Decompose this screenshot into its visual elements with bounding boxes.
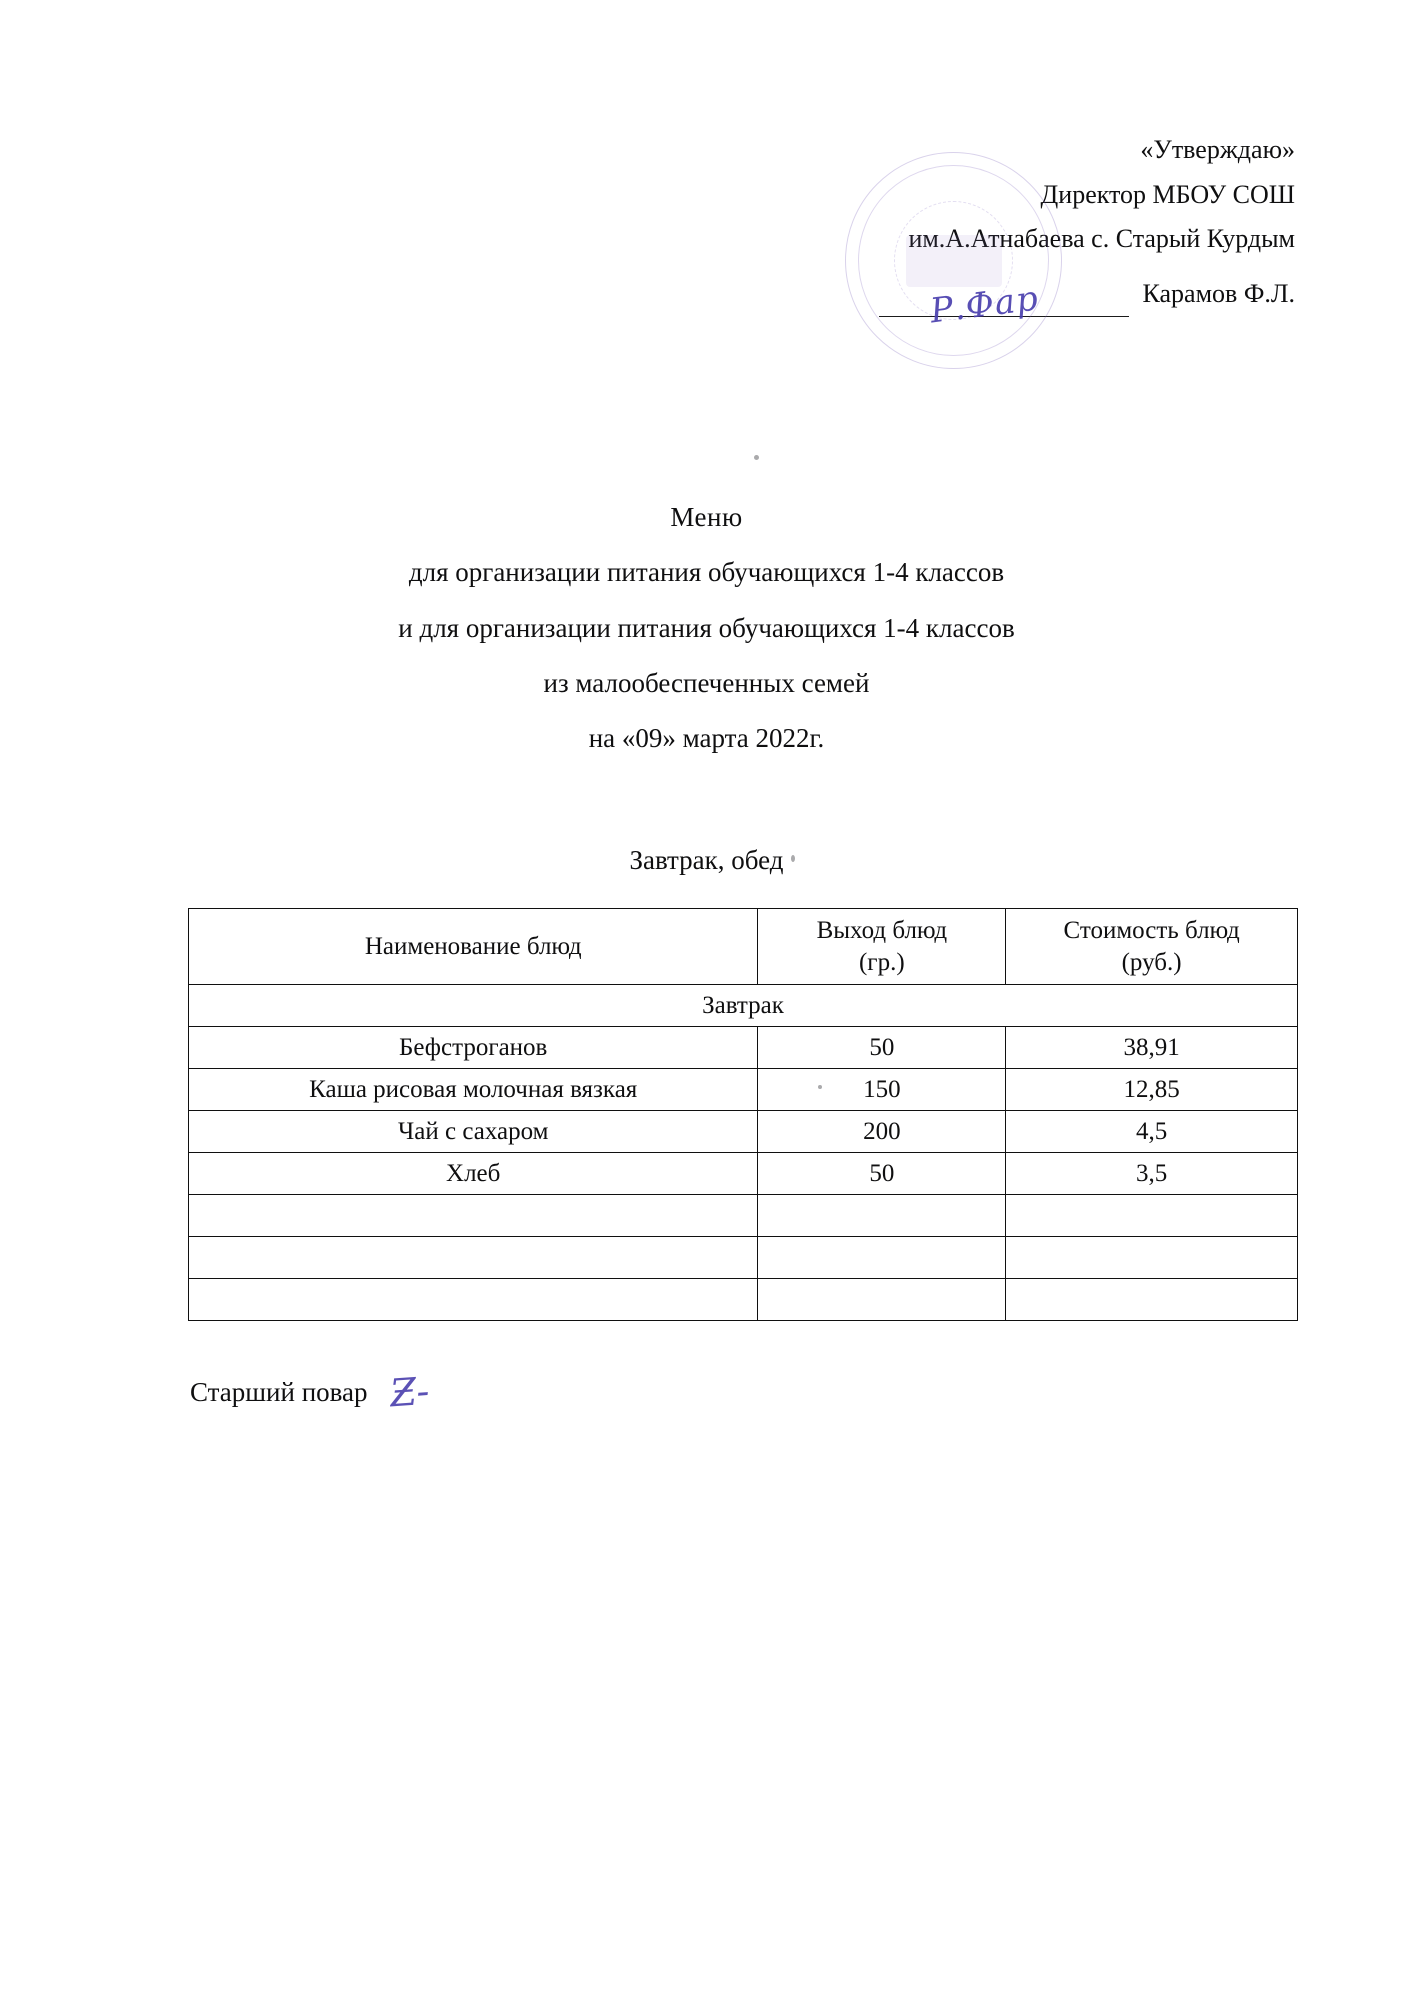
cell-cost: 4,5 bbox=[1006, 1111, 1298, 1153]
section-title: Завтрак bbox=[189, 985, 1298, 1027]
menu-table-wrapper bbox=[188, 908, 1298, 1321]
cell-cost: 38,91 bbox=[1006, 1027, 1298, 1069]
meal-label: Завтрак, обед bbox=[629, 845, 784, 875]
cell-portion bbox=[758, 1195, 1006, 1237]
footer-block bbox=[190, 1370, 429, 1414]
cell-cost bbox=[1006, 1279, 1298, 1321]
cell-portion: 50 bbox=[758, 1153, 1006, 1195]
approval-line-1: «Утверждаю» bbox=[1140, 135, 1295, 164]
table-section-row bbox=[189, 985, 1298, 1027]
title-date-line: на «09» марта 2022г. bbox=[588, 723, 825, 754]
table-header-row bbox=[189, 909, 1298, 985]
approval-line-3: им.А.Атнабаева с. Старый Курдым bbox=[908, 224, 1295, 254]
table-row bbox=[189, 1153, 1298, 1195]
cell-dish-name: Хлеб bbox=[189, 1153, 758, 1195]
cell-cost: 12,85 bbox=[1006, 1069, 1298, 1111]
cell-portion: 200 bbox=[758, 1111, 1006, 1153]
table-row-empty bbox=[189, 1195, 1298, 1237]
official-seal-stamp bbox=[845, 152, 1062, 369]
cook-label: Старший повар bbox=[190, 1376, 368, 1407]
cell-portion: 50 bbox=[758, 1027, 1006, 1069]
header-cost-top: Стоимость блюд bbox=[1063, 917, 1240, 945]
cell-cost bbox=[1006, 1237, 1298, 1279]
cell-cost bbox=[1006, 1195, 1298, 1237]
scan-speck bbox=[754, 455, 759, 460]
cell-dish-name: Каша рисовая молочная вязкая bbox=[189, 1069, 758, 1111]
cell-dish-name bbox=[189, 1237, 758, 1279]
table-row bbox=[189, 1111, 1298, 1153]
director-signature: Р.Фар bbox=[927, 278, 1041, 332]
cook-signature: Ƶ- bbox=[388, 1368, 431, 1416]
menu-table bbox=[188, 908, 1298, 1321]
cell-portion bbox=[758, 1279, 1006, 1321]
table-row bbox=[189, 1027, 1298, 1069]
approval-line-2: Директор МБОУ СОШ bbox=[1040, 179, 1295, 209]
cell-cost: 3,5 bbox=[1006, 1153, 1298, 1195]
table-row-empty bbox=[189, 1237, 1298, 1279]
header-cost bbox=[1006, 909, 1298, 985]
header-portion-top: Выход блюд bbox=[816, 917, 948, 945]
header-cost-bottom: (руб.) bbox=[1121, 948, 1182, 976]
page-title: Меню bbox=[670, 502, 743, 532]
table-row bbox=[189, 1069, 1298, 1111]
header-portion-bottom: (гр.) bbox=[858, 948, 905, 976]
seal-center-block bbox=[906, 235, 1002, 287]
cell-dish-name bbox=[189, 1195, 758, 1237]
signatory-name: Карамов Ф.Л. bbox=[1142, 279, 1295, 309]
cell-dish-name: Чай с сахаром bbox=[189, 1111, 758, 1153]
header-portion bbox=[758, 909, 1006, 985]
document-title-block bbox=[0, 490, 1413, 767]
cell-dish-name bbox=[189, 1279, 758, 1321]
title-line-1: для организации питания обучающихся 1-4 классов bbox=[408, 557, 1005, 588]
header-dish-name: Наименование блюд bbox=[189, 909, 758, 985]
cell-portion bbox=[758, 1237, 1006, 1279]
title-line-3: из малообеспеченных семей bbox=[543, 668, 870, 699]
cell-portion: 150 bbox=[758, 1069, 1006, 1111]
cell-dish-name: Бефстроганов bbox=[189, 1027, 758, 1069]
title-line-2: и для организации питания обучающихся 1-4 классов bbox=[398, 612, 1015, 643]
table-row-empty bbox=[189, 1279, 1298, 1321]
